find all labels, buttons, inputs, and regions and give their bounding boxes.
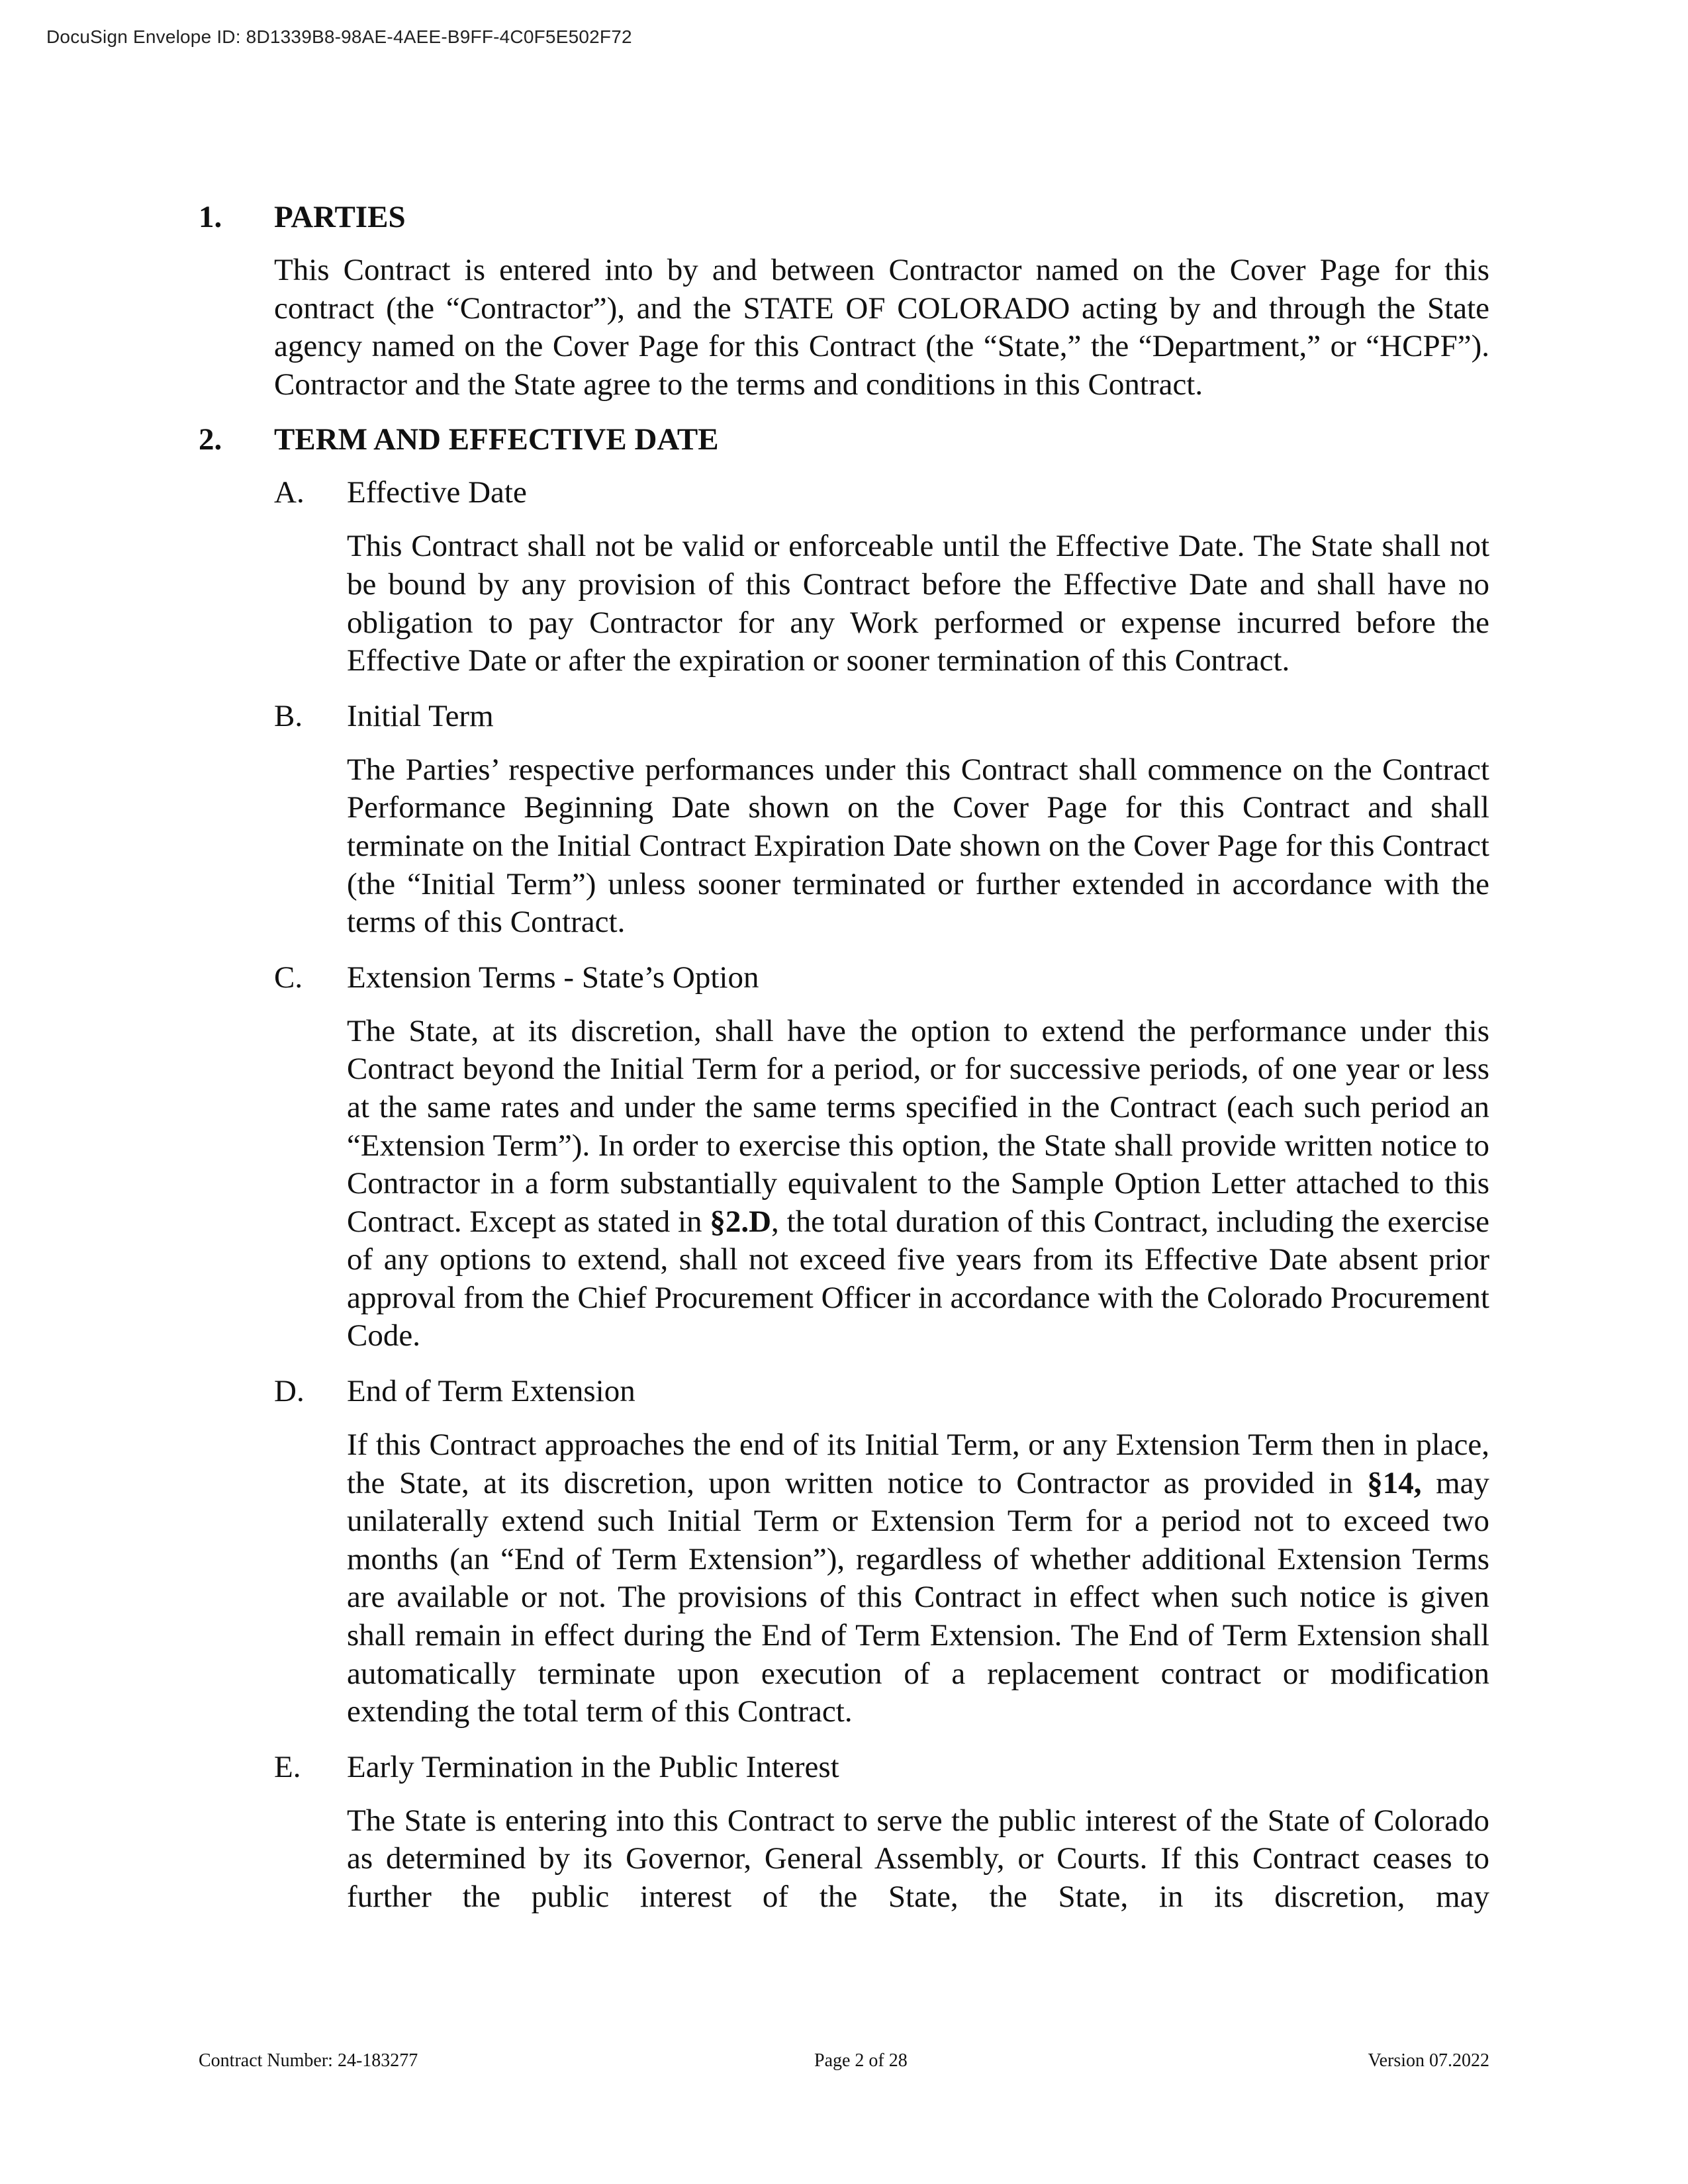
subsection-letter: E.	[274, 1749, 301, 1784]
subsection-end-of-term-extension	[274, 1373, 1489, 1731]
subsection-body: The Parties’ respective performances under this Contract shall commence on the Contract Performance Beginning Date shown on the Cover Page for this Contract and shall terminate on the Initial Contract Expiration Date shown on the Cover Page for this Contract (the “Initial Term”) unless sooner terminated or further extended in accordance with the terms of this Contract.	[347, 752, 1489, 940]
subsection-title: Effective Date	[347, 475, 527, 510]
section-title: PARTIES	[274, 200, 406, 234]
section-number: 1.	[199, 200, 222, 234]
subsection-letter: C.	[274, 960, 303, 995]
subsection-title: End of Term Extension	[347, 1374, 635, 1409]
subsection-heading	[274, 959, 1489, 997]
subsection-body	[347, 1013, 1489, 1355]
subsection-heading	[274, 698, 1489, 735]
subsection-title: Initial Term	[347, 698, 494, 733]
section-title: TERM AND EFFECTIVE DATE	[274, 422, 719, 457]
body-text: may unilaterally extend such Initial Term or Extension Term for a period not to exceed two months (an “End of Term Extension”), regardless of whether additional Extension Terms are available or not. The provisions of this Contract in effect when such notice is given shall remain in effect during the End of Term Extension. The End of Term Extension shall automatically terminate upon execution of a replacement contract or modification extending the total term of this Contract.	[347, 1465, 1490, 1729]
contract-page-content	[199, 199, 1489, 1917]
body-text: , the total duration of this Contract, including the exercise of any options to extend, shall not exceed five years from its Effective Date absent prior approval from the Chief Procurement Officer in accordance with the Colorado Procurement Code.	[347, 1204, 1489, 1353]
section-heading	[199, 421, 1489, 458]
cross-reference: §2.D	[710, 1204, 772, 1239]
body-text: If this Contract approaches the end of its Initial Term, or any Extension Term then in place, the State, at its discretion, upon written notice to Contractor as provided in	[347, 1428, 1489, 1500]
section-parties	[199, 199, 1489, 404]
section-number: 2.	[199, 422, 222, 457]
footer-contract-number: Contract Number: 24-183277	[199, 2050, 418, 2071]
subsection-title: Extension Terms - State’s Option	[347, 960, 759, 995]
subsection-body: The State is entering into this Contract to serve the public interest of the State of Colorado as determined by its Governor, General Assembly, or Courts. If this Contract ceases to further the public interest of the State, the State, in its discretion, may	[347, 1803, 1489, 1914]
subsection-effective-date	[274, 474, 1489, 680]
subsection-heading	[274, 1373, 1489, 1410]
subsection-letter: D.	[274, 1374, 305, 1409]
subsection-body: This Contract shall not be valid or enforceable until the Effective Date. The State shall not be bound by any provision of this Contract before the Effective Date and shall have no obligation to pay Contractor for any Work performed or expense incurred before the Effective Date or after the expiration or sooner termination of this Contract.	[347, 529, 1489, 678]
subsection-body	[347, 1426, 1489, 1731]
subsection-letter: A.	[274, 475, 305, 510]
subsection-extension-terms	[274, 959, 1489, 1355]
footer-page-number: Page 2 of 28	[814, 2050, 908, 2071]
subsection-early-termination	[274, 1749, 1489, 1917]
cross-reference: §14,	[1367, 1465, 1422, 1500]
docusign-envelope-id: DocuSign Envelope ID: 8D1339B8-98AE-4AEE-B9FF-4C0F5E502F72	[46, 26, 632, 47]
section-body: This Contract is entered into by and between Contractor named on the Cover Page for this contract (the “Contractor”), and the STATE OF COLORADO acting by and through the State agency named on the Cover Page for this Contract (the “State,” the “Department,” or “HCPF”). Contractor and the State agree to the terms and conditions in this Contract.	[274, 253, 1489, 402]
footer-version: Version 07.2022	[1368, 2050, 1489, 2071]
subsection-heading	[274, 1749, 1489, 1786]
subsection-initial-term	[274, 698, 1489, 942]
subsection-heading	[274, 474, 1489, 512]
subsection-title: Early Termination in the Public Interest	[347, 1749, 839, 1784]
subsection-letter: B.	[274, 698, 303, 733]
body-text: The State, at its discretion, shall have the option to extend the performance under this Contract beyond the Initial Term for a period, or for successive periods, of one year or less at the same rates and under the same terms specified in the Contract (each such period an “Extension Term”). In order to exercise this option, the State shall provide written notice to Contractor in a form substantially equivalent to the Sample Option Letter attached to this Contract. Except as stated in	[347, 1013, 1489, 1239]
section-term-and-effective-date	[199, 421, 1489, 1916]
section-heading	[199, 199, 1489, 236]
